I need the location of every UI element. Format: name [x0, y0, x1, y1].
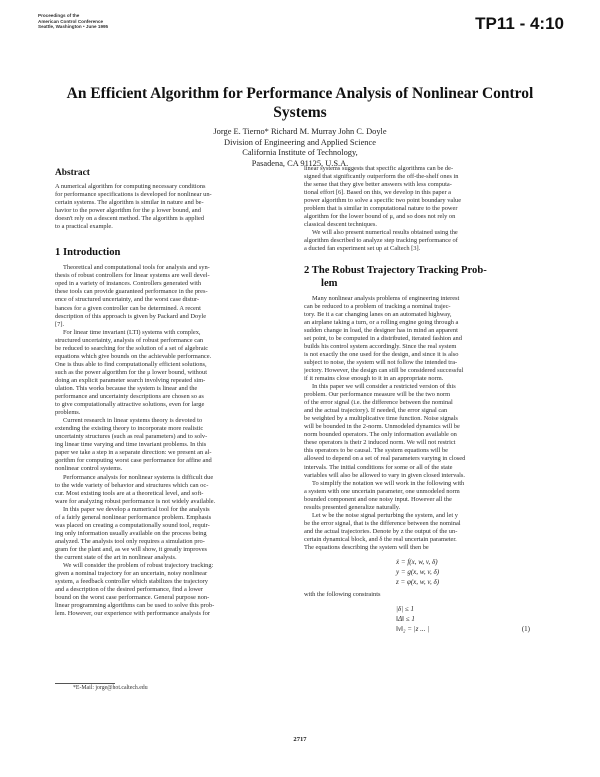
spacer: [55, 231, 297, 241]
text-line: allowed to depend on a set of real parameters varying in closed: [304, 455, 466, 463]
text-line: bound on the worst case performance. General purpose non-: [55, 594, 210, 602]
text-line: bances for a given controller can be determined. A recent: [55, 304, 201, 312]
text-line: a system with one uncertain parameter, one unmodeled norm: [304, 487, 460, 495]
text-line: classical descent techniques.: [304, 221, 377, 229]
text-line: nonlinear control systems.: [55, 465, 123, 473]
text-line: is not exactly the one used for the design, and since it is also: [304, 350, 459, 358]
proceedings-line: Seattle, Washington • June 1995: [38, 24, 109, 30]
body-paragraph: [304, 229, 546, 253]
body-paragraph: [304, 480, 546, 512]
text-line: thesis of robust controllers for linear systems are well devel-: [55, 272, 210, 280]
text-line: uncertainty structures (such as real parameters) and to solv-: [55, 433, 208, 441]
text-line: set point, to be computed in a distributed, iterated fashion and: [304, 334, 462, 342]
text-line: In this paper we develop a numerical tool for the analysis: [63, 505, 210, 513]
proceedings-line: American Control Conference: [38, 18, 104, 24]
text-line: certain systems. The algorithm is similar in nature and be-: [55, 199, 204, 207]
title-line: An Efficient Algorithm for Performance Analysis of Nonlinear Control: [66, 85, 534, 102]
text-line: for performance specifications is developed for nonlinear un-: [55, 191, 212, 199]
text-line: ulation. This works because the system is linear and the: [55, 384, 198, 392]
text-line: such as the power algorithm for the μ lower bound, without: [55, 368, 207, 376]
text-line: a ducted fan experiment set up at Caltech [3].: [304, 245, 421, 253]
text-line: ence of structured uncertainty, and the worst case distur-: [55, 296, 200, 304]
text-line: gram for the plant and, as we will show, it greatly improves: [55, 545, 208, 553]
text-line: analyzed. The analysis tool only requires a simulation pro-: [55, 537, 205, 545]
body-paragraph: [304, 383, 546, 480]
body-paragraph: [304, 512, 546, 552]
intro-paragraph: [55, 329, 297, 418]
text-line: A numerical algorithm for computing necessary conditions: [55, 183, 206, 190]
text-line: havior to the power algorithm for the μ lower bound, and: [55, 207, 201, 215]
text-line: equations which give bounds on the achievable performance.: [55, 352, 212, 360]
text-line: description of this approach is given by Packard and Doyle: [55, 312, 207, 320]
text-line: algorithm described to analyze step tracking performance of: [304, 237, 458, 245]
intro-paragraph: [55, 474, 297, 506]
text-line: and the actual trajectory). If needed, the error signal can: [304, 407, 448, 415]
text-line: these operators is their 2 induced norm. We will not restrict: [304, 439, 456, 447]
text-line: be weighted by a multiplicative time function. Noise signals: [304, 415, 458, 423]
text-line: oped in a variety of instances. Controllers generated with: [55, 280, 202, 288]
text-line: paper we take a step in a separate direction: we present an al-: [55, 449, 212, 457]
proceedings-line: Proceedings of the: [38, 13, 80, 18]
text-line: extending the existing theory to incorporate more realistic: [55, 425, 204, 433]
footnote: *E-Mail: jorge@hot.caltech.edu: [73, 685, 148, 691]
text-line: gorithm for computing worst case performance for affine and: [55, 457, 212, 465]
equation: |δ| ≤ 1: [396, 605, 414, 614]
right-column: [304, 165, 546, 638]
abstract-text: [55, 183, 297, 231]
proceedings-note: [38, 13, 108, 30]
text-line: power algorithm to solve a specific two point boundary value: [304, 197, 462, 205]
author-address: Pasadena, CA 91125, U.S.A.: [251, 158, 349, 168]
text-line: Let w be the noise signal perturbing the system, and let y: [312, 511, 458, 519]
equation: ‖v‖₂ = |z ... |: [396, 625, 430, 634]
text-line: of the error signal (i.e. the difference between the nominal: [304, 399, 453, 407]
text-line: To simplify the notation we will work in the following with: [312, 479, 465, 487]
text-line: tory. Be it a car changing lanes on an automated highway,: [304, 310, 452, 318]
equation: ẋ = f(x, w, v, δ): [396, 558, 438, 567]
text-line: to the wide variety of behavior and structures which can oc-: [55, 481, 209, 489]
text-line: intervals. The initial conditions for some or all of the state: [304, 463, 453, 471]
text-line: and a description of the desired performance, find a lower: [55, 586, 203, 594]
text-line: these tools can provide guaranteed performance in the pres-: [55, 288, 208, 296]
body-paragraph: [304, 591, 546, 599]
author-affiliation: Division of Engineering and Applied Science: [224, 137, 376, 147]
text-line: norm bounded operators. The only information available on: [304, 431, 457, 439]
text-line: results presented generalize naturally.: [304, 503, 401, 511]
text-line: certain dynamical block, and δ the real uncertain parameter.: [304, 535, 457, 543]
text-line: performance and uncertainty descriptions are chosen so as: [55, 393, 204, 401]
text-line: lem. However, our experience with performance analysis for: [55, 610, 211, 618]
text-line: In this paper we will consider a restricted version of this: [312, 383, 456, 391]
text-line: Performance analysis for nonlinear systems is difficult due: [63, 473, 214, 481]
text-line: ing only information usually available on the process being: [55, 529, 207, 537]
body-paragraph: [304, 165, 546, 229]
text-line: can be reduced to a problem of tracking a nominal trajec-: [304, 302, 451, 310]
text-line: Theoretical and computational tools for analysis and syn-: [63, 264, 210, 272]
text-line: We will consider the problem of robust trajectory tracking:: [63, 562, 214, 570]
text-line: structured uncertainty, analysis of robust performance can: [55, 336, 204, 344]
text-line: builds his control system accordingly. Since the real system: [304, 342, 457, 350]
text-line: if it remains close enough to it in an appropriate norm.: [304, 374, 444, 382]
text-line: cur. Most existing tools are at a theoretical level, and soft-: [55, 489, 204, 497]
text-line: the sense that they give better answers with less computa-: [304, 181, 452, 189]
text-line: the current state of the art in nonlinear analysis.: [55, 553, 177, 561]
text-line: tional effort [6]. Based on this, we develop in this paper a: [304, 189, 452, 197]
spacer: [304, 254, 546, 264]
text-line: be reduced to searching for the solution of a set of algebraic: [55, 344, 209, 352]
text-line: Current research in linear systems theory is devoted to: [63, 417, 203, 425]
text-line: to give computationally attractive solutions, even for large: [55, 401, 205, 409]
equation: ‖Δ‖ ≤ 1: [396, 615, 415, 624]
text-line: problems.: [55, 409, 81, 417]
constraint-equations: [396, 604, 546, 634]
text-line: an airplane taking a turn, or a rolling engine going through a: [304, 318, 459, 326]
page-number: 2717: [293, 736, 307, 743]
text-line: problem. Our performance measure will be the two norm: [304, 391, 451, 399]
text-line: be the error signal, that is the difference between the nominal: [304, 519, 461, 527]
text-line: system, a feedback controller which stabilizes the trajectory: [55, 578, 208, 586]
text-line: subject to noise, the system will not follow the intended tra-: [304, 358, 458, 366]
text-line: jectory. However, the design can still be considered successful: [304, 366, 464, 374]
text-line: variables will also be allowed to vary in given closed intervals.: [304, 471, 465, 479]
text-line: and the actual trajectories. Denote by z the output of the un-: [304, 527, 458, 535]
intro-paragraph: [55, 506, 297, 562]
equation: z = φ(x, w, v, δ): [396, 578, 440, 587]
text-line: with the following constraints: [304, 591, 381, 599]
text-line: this operators to be causal. The system equations will be: [304, 447, 448, 455]
text-line: given a nominal trajectory for an uncertain, noisy nonlinear: [55, 570, 208, 578]
text-line: [7].: [55, 320, 65, 328]
text-line: We will also present numerical results obtained using the: [312, 229, 458, 237]
text-line: linear systems suggests that specific algorithms can be de-: [304, 165, 454, 172]
intro-paragraph: [55, 264, 297, 328]
text-line: was placed on creating a computationally sound tool, requir-: [55, 521, 210, 529]
text-line: doing an explicit parameter search involving repeated sim-: [55, 376, 206, 384]
body-paragraph: [304, 295, 546, 384]
text-line: of a fairly general nonlinear performance problem. Emphasis: [55, 513, 212, 521]
equation-number: (1): [521, 625, 530, 634]
text-line: bounded component and one noisy input. However all the: [304, 495, 452, 503]
left-column: [55, 166, 297, 618]
author-names: Jorge E. Tierno* Richard M. Murray John C. Doyle: [213, 127, 387, 136]
text-line: linear programming algorithms can be used to solve this prob-: [55, 602, 215, 610]
text-line: One is thus able to find computationally efficient solutions,: [55, 360, 207, 368]
section-heading: 1 Introduction: [55, 247, 121, 259]
abstract-heading: Abstract: [55, 168, 90, 178]
text-line: The equations describing the system will then be: [304, 543, 429, 551]
text-line: ing linear time varying and time invariant problems. In this: [55, 441, 207, 449]
text-line: signed that significantly outperform the off-the-shelf ones in: [304, 173, 459, 181]
text-line: For linear time invariant (LTI) systems with complex,: [63, 328, 201, 336]
title-line: Systems: [273, 104, 327, 121]
footnote-rule: [55, 683, 115, 684]
text-line: problem that is similar in computational nature to the power: [304, 205, 458, 213]
text-line: ware for analyzing robust performance is not widely available.: [55, 497, 216, 505]
section-heading-continued: lem: [321, 277, 338, 289]
equation: y = g(x, w, v, δ): [396, 568, 440, 577]
paper-title: [40, 84, 560, 122]
text-line: to a practical example.: [55, 223, 113, 231]
author-affiliation: California Institute of Technology,: [242, 148, 358, 157]
text-line: doesn't rely on a descent method. The algorithm is applied: [55, 215, 205, 223]
intro-paragraph: [55, 562, 297, 618]
text-line: algorithm for the lower bound of μ, and so does not rely on: [304, 213, 456, 221]
text-line: sudden change in load, the designer has in mind an apparent: [304, 326, 458, 334]
intro-paragraph: [55, 417, 297, 473]
section-heading: 2 The Robust Trajectory Tracking Prob-: [304, 264, 487, 276]
session-code: TP11 - 4:10: [475, 14, 564, 33]
text-line: will be bounded in the 2-norm. Unmodeled dynamics will be: [304, 423, 460, 431]
text-line: Many nonlinear analysis problems of engineering interest: [312, 294, 460, 302]
system-equations: [396, 557, 546, 587]
author-block: [40, 127, 560, 169]
